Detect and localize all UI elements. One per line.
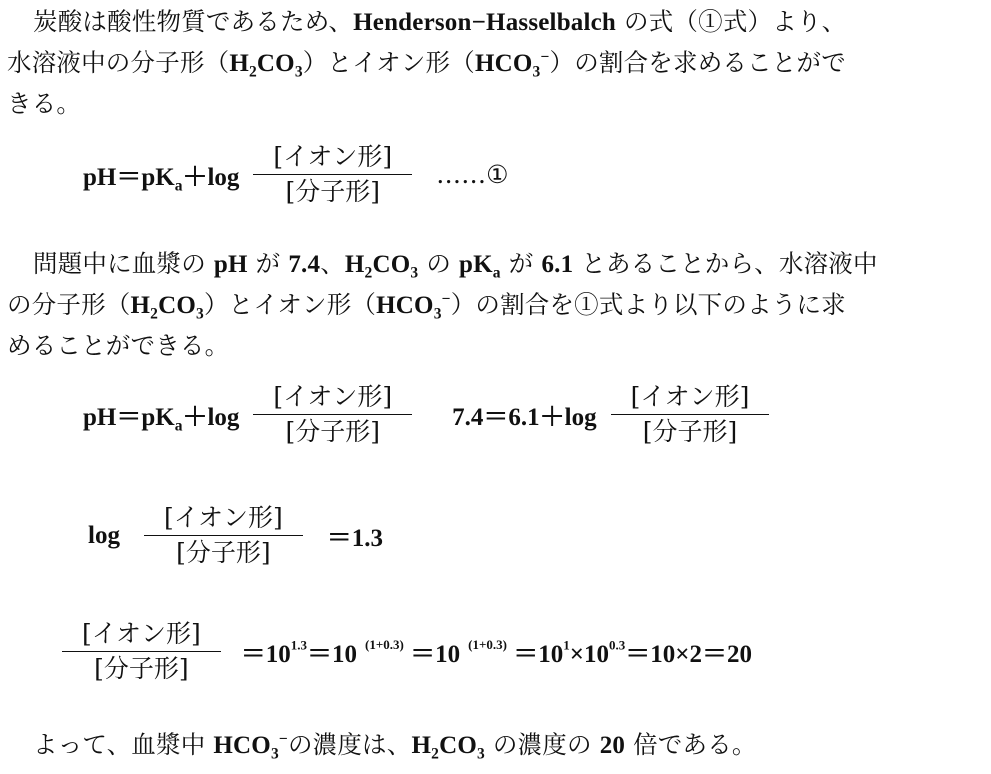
- problem-line-2: の分子形$(H_2CO_3)$とイオン形$(HCO_3^-)$の割合を①式より以下のように求: [7, 290, 846, 323]
- eq2-numerator-1: [イオン形]: [273, 382, 393, 411]
- hco3-formula: $HCO_3^-$: [474, 48, 550, 81]
- problem-paragraph: [7, 243, 982, 366]
- eq2-denominator-1: [分子形]: [285, 417, 381, 446]
- problem-line-3: めることができる。: [7, 331, 230, 360]
- conclusion-paragraph: [7, 724, 982, 765]
- hco3-formula: $HCO_3^-$: [376, 290, 451, 323]
- eq2-rhs-prefix: 7.4＝6.1＋log: [452, 403, 597, 431]
- intro-line-1: 炭酸は酸性物質であるため、Henderson−Hasselbalch の式（①式）より、: [33, 7, 847, 36]
- conclusion-line: よって、血漿中 $HCO_3^-$の濃度は、$H_2CO_3$ の濃度の 20 倍である。: [33, 730, 757, 763]
- h2co3-formula: $H_2CO_3$: [411, 732, 485, 763]
- eq2-numerator-2: [イオン形]: [630, 382, 750, 411]
- equation-2: [83, 380, 783, 449]
- eq4-chain: $=10^{1.3}=10$ $^{(1+0.3)}$ ＝10 $^{(1+0.3)} =10^1\times 10^{0.3}=10\times 2=20$: [240, 637, 752, 668]
- equation-1: [83, 140, 509, 209]
- h2co3-formula: $H_2CO_3$: [229, 50, 303, 81]
- eq2-lhs: $pH=pK_a+\log$: [83, 403, 240, 434]
- eq1-fraction: [253, 140, 412, 209]
- intro-line-3: きる。: [7, 89, 82, 118]
- hco3-formula: $HCO_3^-$: [213, 730, 288, 763]
- h2co3-formula: $H_2CO_3$: [344, 251, 419, 282]
- equation-4: [62, 617, 752, 686]
- problem-line-1: 問題中に血漿の pH が 7.4、$H_2CO_3$ の $pK_a$ が 6.1 とあることから、水溶液中: [33, 249, 878, 282]
- eq2-fraction-1: [253, 380, 412, 449]
- eq2-fraction-2: [611, 380, 770, 449]
- eq2-denominator-2: [分子形]: [642, 417, 738, 446]
- eq4-numerator: [イオン形]: [82, 619, 201, 648]
- eq3-rhs: ＝1.3: [326, 524, 383, 552]
- h2co3-formula: $H_2CO_3$: [130, 292, 204, 323]
- henderson-hasselbalch-term: Henderson−Hasselbalch: [353, 9, 617, 36]
- eq1-label: ……①: [436, 160, 509, 189]
- eq1-numerator: [イオン形]: [273, 142, 393, 171]
- intro-paragraph: [7, 1, 982, 124]
- eq3-fraction: [144, 501, 303, 570]
- eq4-fraction: [62, 617, 221, 686]
- eq4-denominator: [分子形]: [94, 654, 189, 683]
- eq1-lhs: $pH=pK_a+\log$: [83, 163, 240, 194]
- equation-3: [88, 501, 383, 570]
- eq1-denominator: [分子形]: [285, 177, 381, 206]
- eq3-denominator: [分子形]: [176, 538, 271, 567]
- intro-line-2: 水溶液中の分子形$(H_2CO_3)$とイオン形$(HCO_3^-)$の割合を求めることがで: [7, 48, 846, 81]
- eq3-numerator: [イオン形]: [163, 503, 283, 532]
- eq3-log: log: [88, 521, 120, 549]
